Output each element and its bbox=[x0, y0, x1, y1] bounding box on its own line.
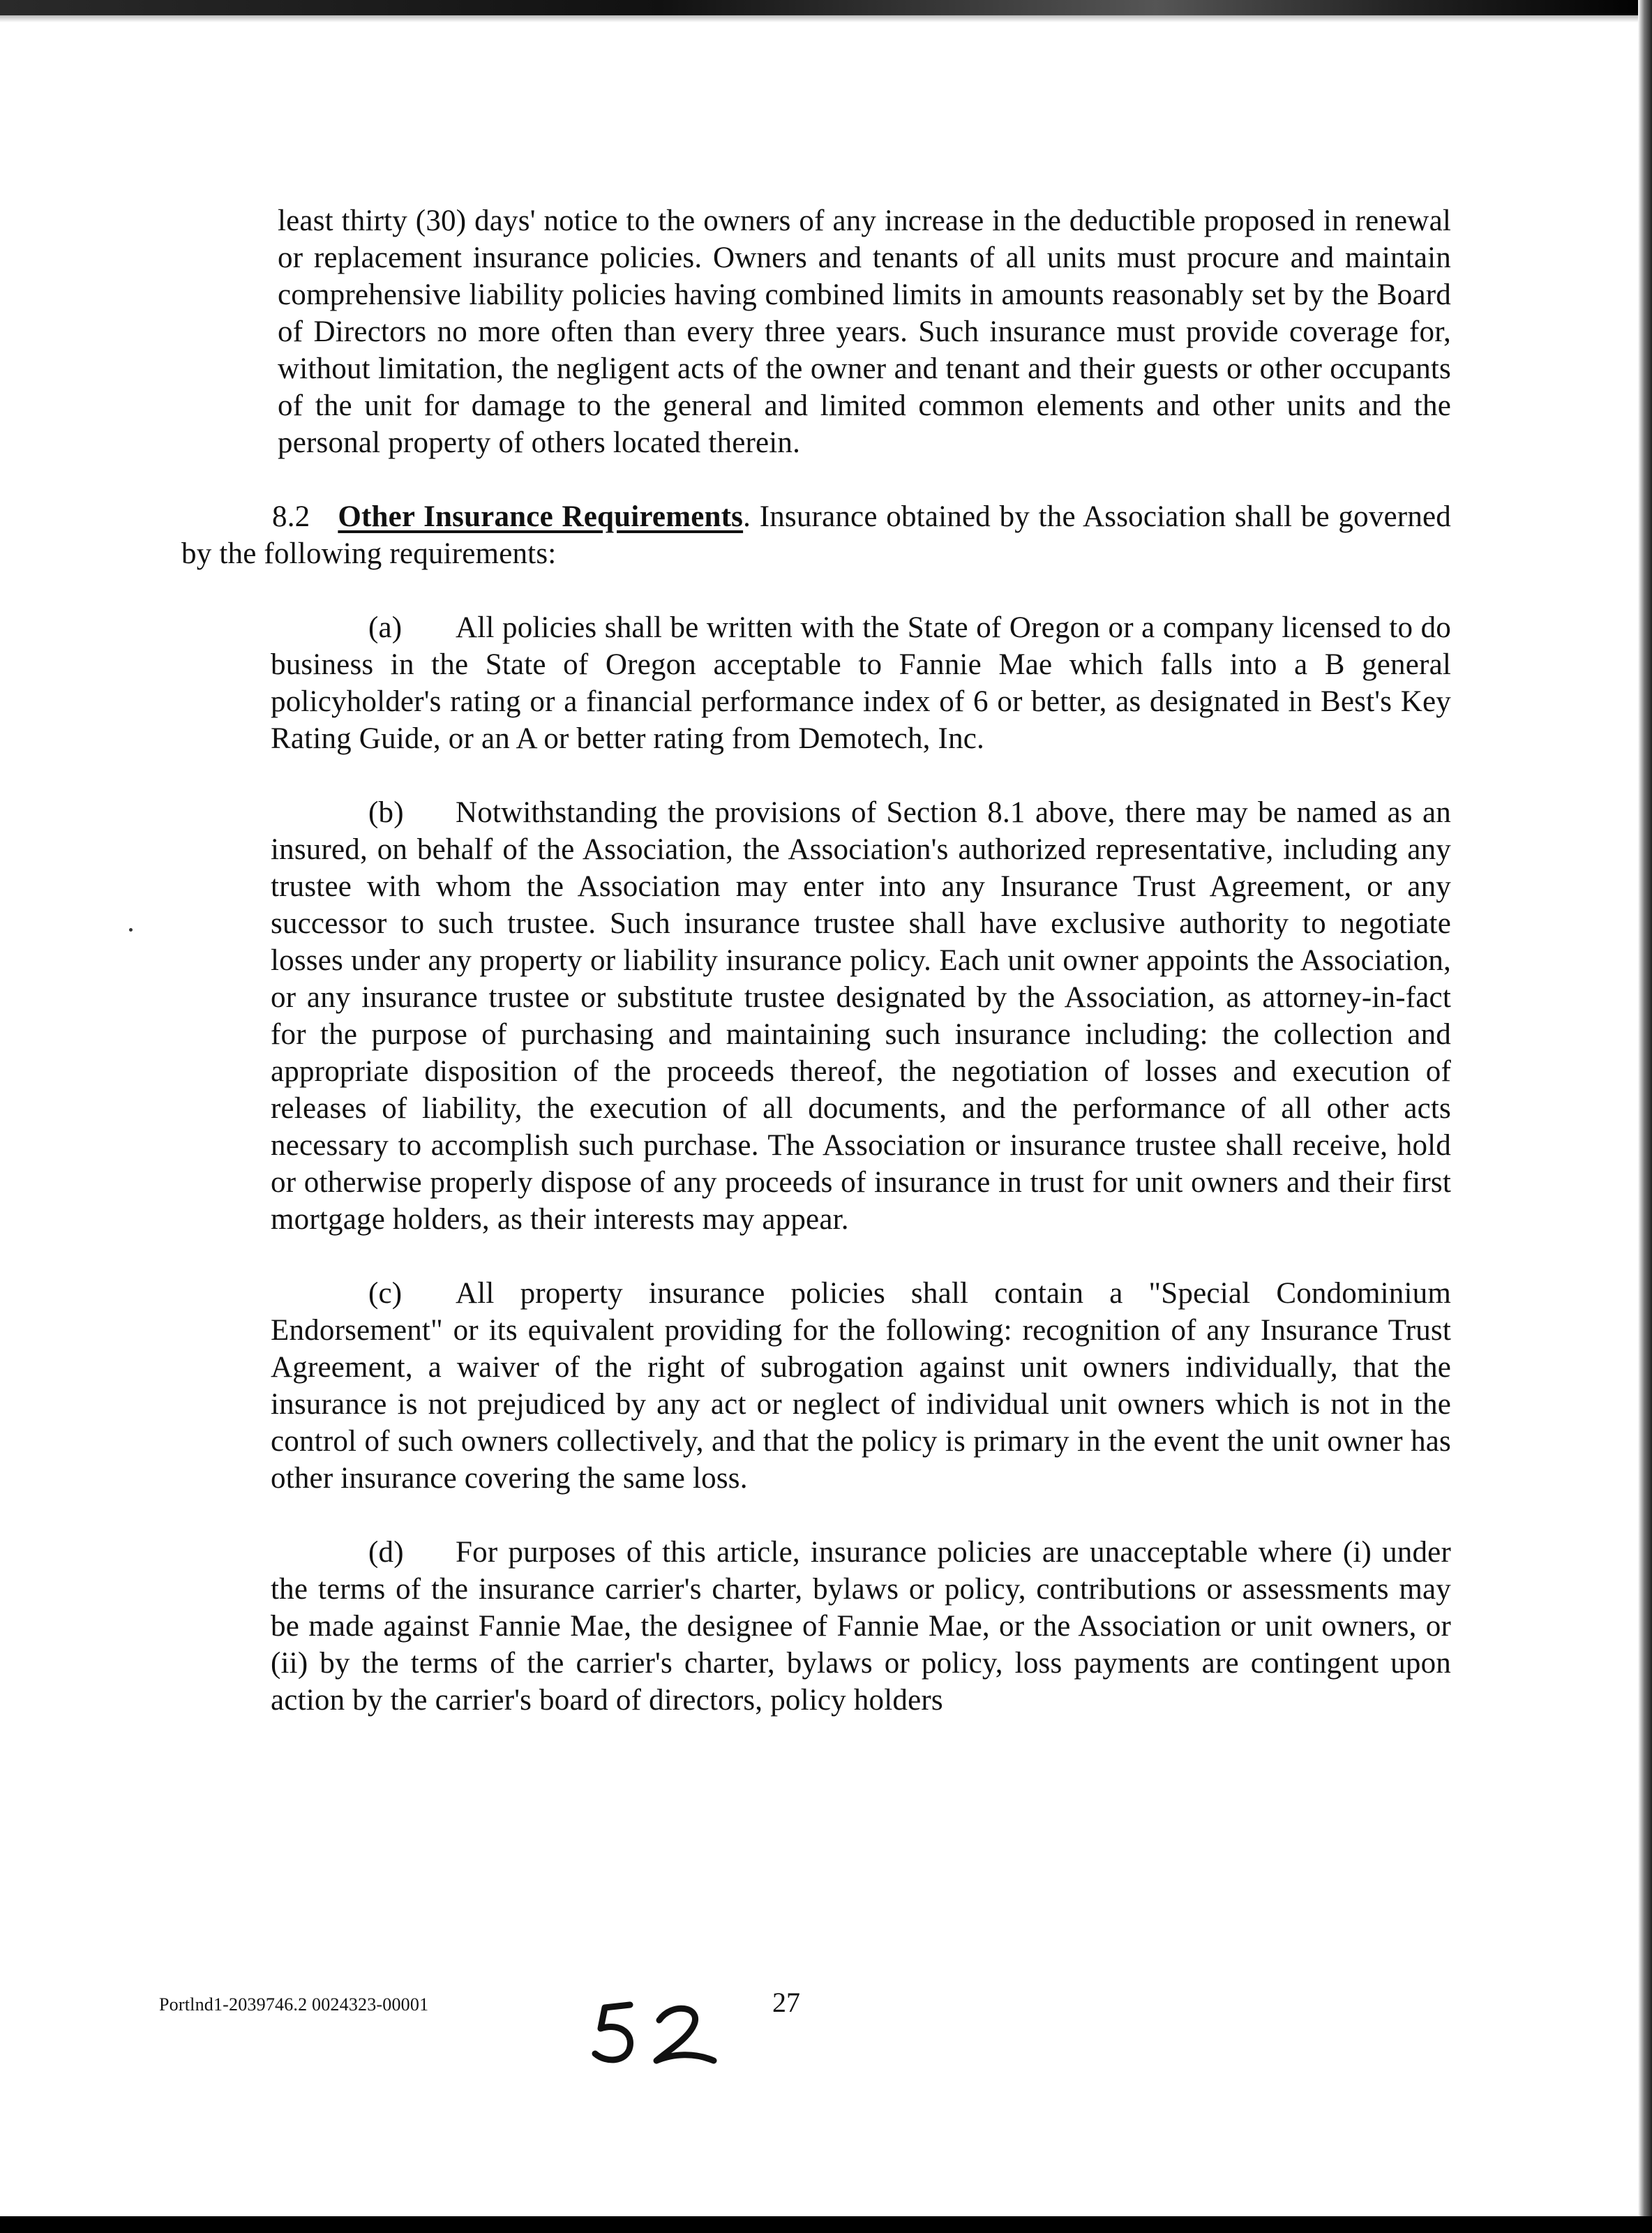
section-8-2 bbox=[181, 498, 1451, 572]
scan-speck bbox=[129, 928, 133, 932]
intro-paragraph: least thirty (30) days' notice to the owners of any increase in the deductible proposed in renewal or replacement insurance policies. Owners and tenants of all units must procure and maintain comprehensive liability policies having combined limits in amounts reasonably set by the Board of Directors no more often than every three years. Such insurance must provide coverage for, without limitation, the negligent acts of the owner and tenant and their guests or other occupants of the unit for damage to the general and limited common elements and other units and the personal property of others located therein. bbox=[278, 204, 1451, 459]
section-title: Other Insurance Requirements bbox=[338, 500, 744, 533]
item-c bbox=[181, 1275, 1451, 1497]
item-b-text: Notwithstanding the provisions of Section 8.1 above, there may be named as an insured, on behalf of the Association, the Association's authorized representative, including any trustee with whom the Association may enter into any Insurance Trust Agreement, or any successor to such trustee. Such insurance trustee shall have exclusive authority to negotiate losses under any property or liability insurance policy. Each unit owner appoints the Association, or any insurance trustee or substitute trustee designated by the Association, as attorney-in-fact for the purpose of purchasing and maintaining such insurance including: the collection and appropriate disposition of the proceeds thereof, the negotiation of losses and execution of releases of liability, the execution of all documents, and the performance of all other acts necessary to accomplish such purchase. The Association or insurance trustee shall receive, hold or otherwise properly dispose of any proceeds of insurance in trust for unit owners and their first mortgage holders, as their interests may appear. bbox=[271, 796, 1451, 1236]
item-d bbox=[181, 1534, 1451, 1719]
footer-document-id: Portlnd1-2039746.2 0024323-00001 bbox=[159, 1994, 429, 2015]
item-d-text: For purposes of this article, insurance policies are unacceptable where (i) under the terms of the insurance carrier's charter, bylaws or policy, contributions or assessments may be made against Fannie Mae, the designee of Fannie Mae, or the Association or unit owners, or (ii) by the terms of the carrier's charter, bylaws or policy, loss payments are contingent upon action by the carrier's board of directors, policy holders bbox=[271, 1536, 1451, 1717]
item-c-label: (c) bbox=[368, 1277, 403, 1310]
scan-edge-right bbox=[1638, 0, 1652, 2233]
item-a-text: All policies shall be written with the State of Oregon or a company licensed to do business in the State of Oregon acceptable to Fannie Mae which falls into a B general policyholder's rating or a financial performance index of 6 or better, as designated in Best's Key Rating Guide, or an A or better rating from Demotech, Inc. bbox=[271, 611, 1451, 755]
handwritten-page-number bbox=[590, 1992, 722, 2069]
document-body bbox=[181, 202, 1451, 1719]
scan-edge-top bbox=[0, 0, 1652, 15]
item-d-label: (d) bbox=[368, 1536, 404, 1569]
section-number: 8.2 bbox=[272, 500, 310, 533]
item-b bbox=[181, 794, 1451, 1238]
section-lead: . Insurance obtained by the Association shall be governed by the following requirements: bbox=[181, 500, 1452, 570]
item-c-text: All property insurance policies shall contain a "Special Condominium Endorsement" or its equivalent providing for the following: recognition of any Insurance Trust Agreement, a waiver of the right of subrogation against unit owners individually, that the insurance is not prejudiced by any act or neglect of individual unit owners which is not in the control of such owners collectively, and that the policy is primary in the event the unit owner has other insurance covering the same loss. bbox=[271, 1277, 1451, 1495]
scan-edge-top-fade bbox=[0, 15, 1652, 22]
item-a bbox=[181, 609, 1451, 757]
item-b-label: (b) bbox=[368, 796, 404, 829]
item-a-label: (a) bbox=[368, 611, 403, 644]
page-number: 27 bbox=[772, 1987, 800, 2018]
scan-edge-bottom bbox=[0, 2216, 1652, 2233]
